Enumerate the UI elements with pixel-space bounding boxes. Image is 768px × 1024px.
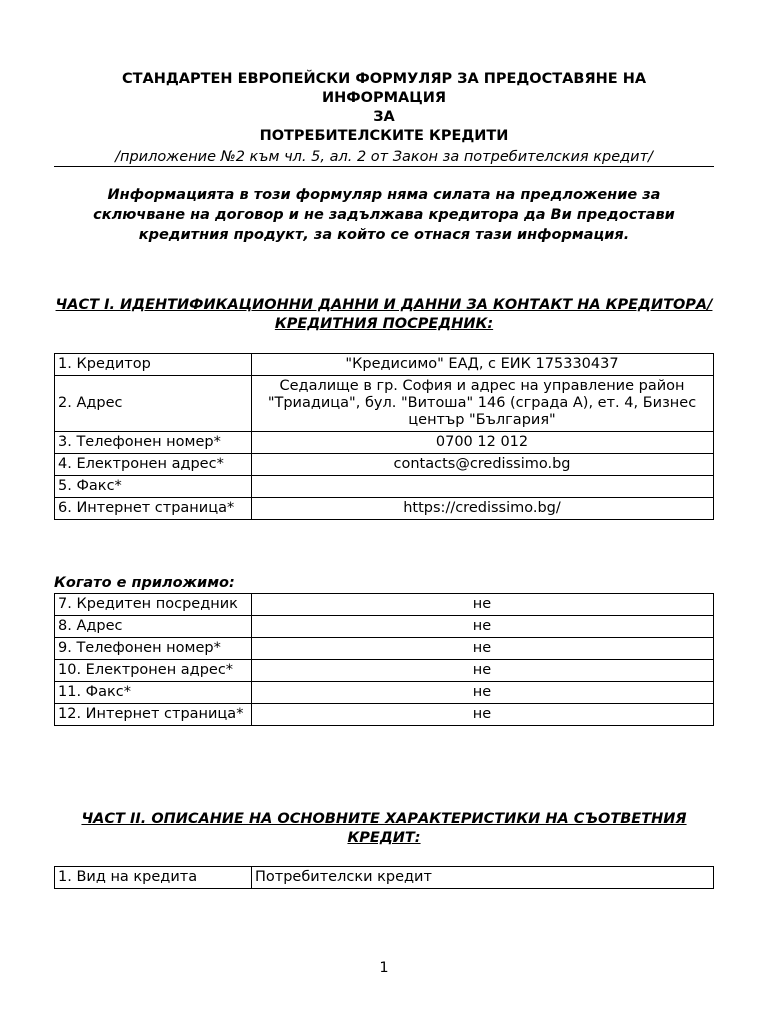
row-value: не bbox=[252, 682, 714, 704]
row-label: 12. Интернет страница* bbox=[55, 704, 252, 726]
section-1-heading bbox=[54, 296, 714, 334]
intermediary-info-table bbox=[54, 593, 714, 726]
table-row bbox=[55, 594, 714, 616]
table-row bbox=[55, 638, 714, 660]
table-row bbox=[55, 704, 714, 726]
table-row bbox=[55, 682, 714, 704]
row-label: 7. Кредитен посредник bbox=[55, 594, 252, 616]
creditor-info-table bbox=[54, 353, 714, 520]
row-label: 1. Кредитор bbox=[55, 354, 252, 376]
table-row bbox=[55, 354, 714, 376]
table-row bbox=[55, 616, 714, 638]
document-subtitle: /приложение №2 към чл. 5, ал. 2 от Закон за потребителския кредит/ bbox=[115, 149, 653, 165]
row-value: https://credissimo.bg/ bbox=[252, 498, 714, 520]
row-value: не bbox=[252, 594, 714, 616]
title-line: ПОТРЕБИТЕЛСКИТЕ КРЕДИТИ bbox=[259, 128, 509, 144]
credit-characteristics-table bbox=[54, 866, 714, 889]
row-label: 2. Адрес bbox=[55, 376, 252, 432]
row-label: 5. Факс* bbox=[55, 476, 252, 498]
section-1-heading-text: ЧАСТ I. ИДЕНТИФИКАЦИОННИ ДАННИ И ДАННИ ЗА КОНТАКТ НА КРЕДИТОРА/КРЕДИТНИЯ ПОСРЕДНИК: bbox=[55, 297, 713, 332]
header-divider bbox=[54, 166, 714, 167]
row-value: Седалище в гр. София и адрес на управление район "Триадица", бул. "Витоша" 146 (сграда А), ет. 4, Бизнес център "България" bbox=[252, 376, 714, 432]
table-row bbox=[55, 498, 714, 520]
table-row bbox=[55, 867, 714, 889]
row-value: Потребителски кредит bbox=[252, 867, 714, 889]
row-value: 0700 12 012 bbox=[252, 432, 714, 454]
row-value: "Кредисимо" ЕАД, с ЕИК 175330437 bbox=[252, 354, 714, 376]
title-line: ЗА bbox=[373, 109, 395, 125]
table-row bbox=[55, 660, 714, 682]
title-line: ИНФОРМАЦИЯ bbox=[321, 90, 446, 106]
row-label: 1. Вид на кредита bbox=[55, 867, 252, 889]
section-2-heading-text: ЧАСТ II. ОПИСАНИЕ НА ОСНОВНИТЕ ХАРАКТЕРИСТИКИ НА СЪОТВЕТНИЯ КРЕДИТ: bbox=[81, 811, 687, 846]
applicable-label: Когато е приложимо: bbox=[54, 575, 235, 591]
row-label: 3. Телефонен номер* bbox=[55, 432, 252, 454]
document-title bbox=[54, 70, 714, 146]
table-row bbox=[55, 432, 714, 454]
row-label: 8. Адрес bbox=[55, 616, 252, 638]
row-label: 10. Електронен адрес* bbox=[55, 660, 252, 682]
row-value: не bbox=[252, 704, 714, 726]
table-row bbox=[55, 376, 714, 432]
page-number: 1 bbox=[379, 960, 389, 976]
row-label: 4. Електронен адрес* bbox=[55, 454, 252, 476]
title-line: СТАНДАРТЕН ЕВРОПЕЙСКИ ФОРМУЛЯР ЗА ПРЕДОСТАВЯНЕ НА bbox=[121, 71, 647, 87]
row-value: не bbox=[252, 660, 714, 682]
row-value: не bbox=[252, 638, 714, 660]
row-value bbox=[252, 476, 714, 498]
row-label: 11. Факс* bbox=[55, 682, 252, 704]
row-label: 9. Телефонен номер* bbox=[55, 638, 252, 660]
section-2-heading bbox=[54, 810, 714, 848]
row-value: contacts@credissimo.bg bbox=[252, 454, 714, 476]
table-row bbox=[55, 476, 714, 498]
table-row bbox=[55, 454, 714, 476]
disclaimer-text: Информацията в този формуляр няма силата на предложение за сключване на договор и не задължава кредитора да Ви предостави кредитния продукт, за който се отнася тази информация. bbox=[93, 187, 675, 243]
row-value: не bbox=[252, 616, 714, 638]
row-label: 6. Интернет страница* bbox=[55, 498, 252, 520]
